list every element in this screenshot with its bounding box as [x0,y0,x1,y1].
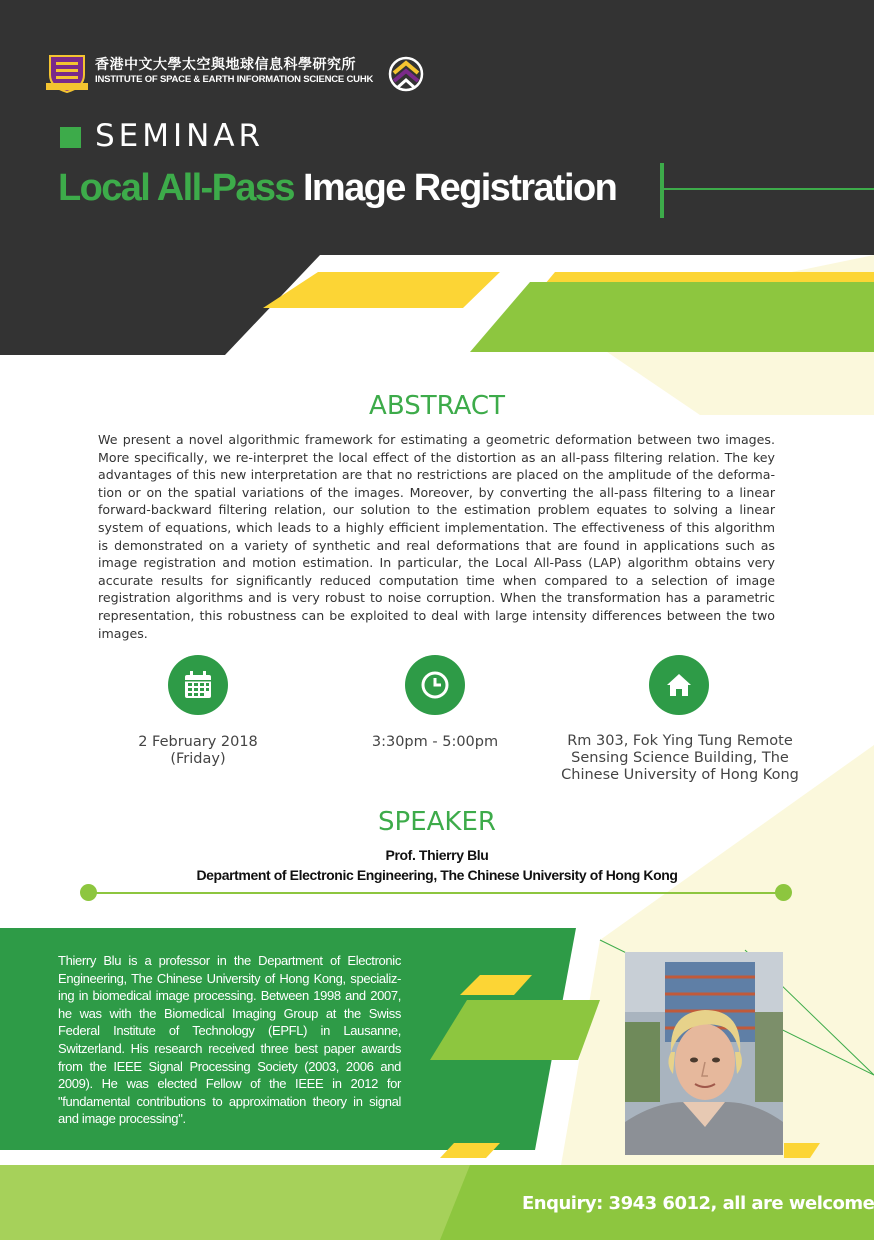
title-divider [660,163,664,218]
abstract-heading: ABSTRACT [369,391,505,421]
clock-icon [420,670,450,700]
event-date [118,734,278,768]
institute-name [95,57,373,86]
divider-dot-left [80,884,97,901]
event-venue [540,733,820,784]
divider-dot-right [775,884,792,901]
institute-name-english: INSTITUTE OF SPACE & EARTH INFORMATION SCIENCE CUHK [95,74,374,85]
date-badge [168,655,228,715]
calendar-icon [183,670,213,700]
event-venue-line1: Rm 303, Fok Ying Tung Remote [567,733,793,749]
iseis-logo-icon [388,53,424,95]
enquiry-line: Enquiry: 3943 6012, all are welcome [522,1193,874,1214]
title-green-part: Local All-Pass [58,167,294,209]
title-white-part: Image Registration [302,167,617,209]
home-icon [664,670,694,700]
seminar-label: SEMINAR [95,118,265,154]
speaker-bio: Thierry Blu is a professor in the Department of Electronic Engineering, The Chinese University of Hong Kong, specializ-ing in biomedical image processing. Between 1998 and 2007, he was with the Biomedical Imaging Group at the Swiss Federal Institute of Technology (EPFL) in Lausanne, Switzerland. His research received three best paper awards from the IEEE Signal Processing Society (2003, 2006 and 2009). He was elected Fellow of the IEEE in 2012 for "fundamental contributions to approximation theory in signal and image processing". [58,953,401,1127]
speaker-name: Prof. Thierry Blu [385,847,489,863]
abstract-body: We present a novel algorithmic framework for estimating a geometric deformation between two images. More specifically, we re-interpret the local effect of the distortion as an all-pass filtering relation. The key advantages of this new interpretation are that no restrictions are placed on the amplitude of the deforma-tion or on the spatial variations of the images. Moreover, by converting the all-pass filtering to a linear forward-backward filtering relation, our solution to the estimation problem equates to solving a linear system of equations, which leads to a highly efficient implementation. The effectiveness of this algorithm is demonstrated on a variety of synthetic and real deformations that are found in applications such as image registration and motion estimation. In particular, the Local All-Pass (LAP) algorithm obtains very accurate results for significantly reduced computation time when compared to a selection of image registration algorithms and is very robust to noise corruption. When the transformation has a parametric representation, this robustness can be exploited to deal with large intensity differences between the two images. [98,432,775,641]
speaker-photo [625,952,783,1155]
speaker-department: Department of Electronic Engineering, The Chinese University of Hong Kong [196,867,678,883]
event-venue-line3: Chinese University of Hong Kong [561,767,799,783]
title-rule [664,188,874,190]
event-date-line1: 2 February 2018 [138,734,258,750]
venue-badge [649,655,709,715]
event-time: 3:30pm - 5:00pm [371,734,499,750]
event-venue-line2: Sensing Science Building, The [571,750,789,766]
institute-name-chinese: 香港中文大學太空與地球信息科學研究所 [95,57,356,73]
seminar-title [58,164,616,212]
speaker-heading: SPEAKER [378,807,496,837]
event-date-line2: (Friday) [170,751,226,767]
cuhk-crest-icon [46,53,88,93]
speaker-divider [88,892,783,894]
seminar-marker [60,127,81,148]
time-badge [405,655,465,715]
